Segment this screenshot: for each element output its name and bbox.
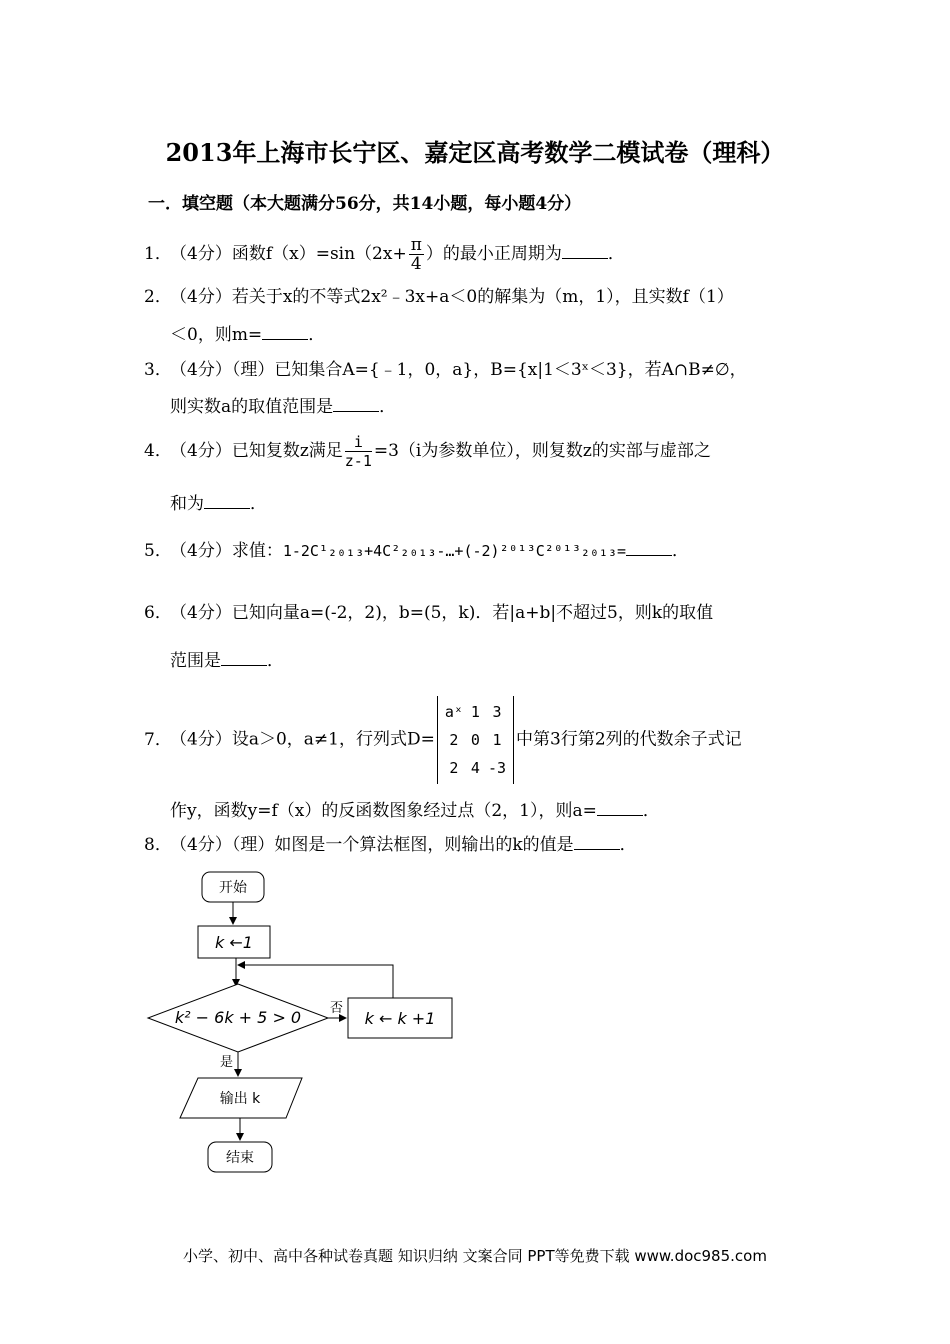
q1-end: ． bbox=[607, 244, 625, 264]
matrix-cell: 1 bbox=[492, 731, 502, 749]
q4-number: 4． bbox=[144, 441, 172, 461]
answer-blank bbox=[562, 243, 608, 259]
init-label: k ←1 bbox=[215, 933, 253, 952]
matrix-cell: 2 bbox=[449, 731, 459, 749]
q7-end: ． bbox=[642, 801, 660, 821]
answer-blank bbox=[333, 396, 379, 412]
q1-frac-den: 4 bbox=[410, 254, 422, 274]
answer-blank bbox=[221, 650, 267, 666]
matrix-cell: aˣ bbox=[444, 703, 463, 721]
q7-text: （4分）设a＞0，a≠1，行列式D= bbox=[170, 729, 435, 750]
update-label: k ← k +1 bbox=[364, 1009, 436, 1028]
answer-blank bbox=[204, 493, 250, 509]
q4-text: （4分）已知复数z满足 bbox=[170, 441, 343, 461]
question-6-cont bbox=[170, 650, 284, 672]
q8-end: ． bbox=[619, 835, 637, 855]
q1-number: 1． bbox=[144, 244, 172, 264]
yes-label: 是 bbox=[220, 1055, 234, 1070]
q7-line2: 作y，函数y=f（x）的反函数图象经过点（2，1），则a= bbox=[170, 801, 597, 821]
q2-line1: （4分）若关于x的不等式2x²﹣3x+a＜0的解集为（m，1），且实数f（1） bbox=[170, 287, 734, 307]
q1-tail: ）的最小正周期为 bbox=[425, 244, 562, 264]
q4-frac-num: i bbox=[345, 433, 372, 452]
matrix-cell: 4 bbox=[470, 759, 480, 777]
q1-frac-num: π bbox=[410, 235, 422, 255]
q7-determinant bbox=[437, 696, 514, 784]
q4-end: ． bbox=[250, 494, 267, 514]
question-6 bbox=[144, 602, 713, 624]
q2-line2: ＜0，则m= bbox=[170, 325, 263, 345]
question-4-cont bbox=[170, 493, 267, 515]
question-2 bbox=[144, 286, 734, 308]
q8-text: （4分）（理）如图是一个算法框图，则输出的k的值是 bbox=[170, 835, 574, 855]
page-footer: 小学、初中、高中各种试卷真题 知识归纳 文案合同 PPT等免费下载 www.doc985.com bbox=[183, 1247, 767, 1265]
start-label: 开始 bbox=[219, 880, 247, 896]
q5-end: ． bbox=[672, 541, 689, 561]
q4-frac-den: z-1 bbox=[344, 452, 372, 470]
section-heading: 一．填空题（本大题满分56分，共14小题，每小题4分） bbox=[148, 194, 582, 214]
matrix-cell: 2 bbox=[449, 759, 459, 777]
question-1 bbox=[144, 236, 625, 273]
answer-blank bbox=[262, 324, 308, 340]
page-title: 2013年上海市长宁区、嘉定区高考数学二模试卷（理科） bbox=[165, 138, 785, 167]
q3-line1: （4分）（理）已知集合A={﹣1，0，a}，B={x|1＜3ˣ＜3}，若A∩B≠∅， bbox=[170, 360, 747, 380]
q4-fraction bbox=[345, 433, 372, 470]
q6-end: ． bbox=[267, 651, 284, 671]
q5-text: （4分）求值： bbox=[170, 541, 283, 561]
q7-tail: 中第3行第2列的代数余子式记 bbox=[516, 729, 742, 750]
question-7-cont bbox=[170, 800, 660, 822]
q2-end: ． bbox=[308, 325, 326, 345]
matrix-cell: -3 bbox=[487, 759, 506, 777]
matrix-cell: 0 bbox=[470, 731, 480, 749]
q1-text: （4分）函数f（x）=sin（2x+ bbox=[170, 244, 407, 264]
condition-label: k² − 6k + 5 > 0 bbox=[174, 1008, 302, 1027]
question-7 bbox=[144, 696, 742, 784]
question-5 bbox=[144, 540, 689, 562]
q3-end: ． bbox=[379, 397, 397, 417]
q4-line2: 和为 bbox=[170, 494, 204, 514]
no-label: 否 bbox=[330, 1001, 344, 1016]
answer-blank bbox=[597, 800, 643, 816]
output-label: 输出 k bbox=[219, 1091, 261, 1107]
answer-blank bbox=[574, 834, 620, 850]
q7-number: 7． bbox=[144, 729, 172, 750]
question-8 bbox=[144, 834, 637, 856]
q2-number: 2． bbox=[144, 287, 172, 307]
q6-line1: （4分）已知向量a=(-2，2)，b=(5，k)．若|a+b|不超过5，则k的取值 bbox=[170, 603, 714, 623]
algorithm-flowchart bbox=[140, 860, 470, 1180]
q3-number: 3． bbox=[144, 360, 172, 380]
q4-tail: =3（i为参数单位），则复数z的实部与虚部之 bbox=[373, 441, 711, 461]
q3-line2: 则实数a的取值范围是 bbox=[170, 397, 334, 417]
q5-expression: 1-2C¹₂₀₁₃+4C²₂₀₁₃-…+(-2)²⁰¹³C²⁰¹³₂₀₁₃= bbox=[282, 542, 626, 560]
matrix-cell: 1 bbox=[470, 703, 480, 721]
q8-number: 8． bbox=[144, 835, 172, 855]
q1-fraction bbox=[409, 236, 424, 273]
question-3 bbox=[144, 359, 747, 381]
question-4 bbox=[144, 433, 711, 470]
q5-number: 5． bbox=[144, 541, 172, 561]
q6-number: 6． bbox=[144, 603, 172, 623]
matrix-cell: 3 bbox=[492, 703, 502, 721]
q6-line2: 范围是 bbox=[170, 651, 221, 671]
end-label: 结束 bbox=[226, 1150, 254, 1166]
answer-blank bbox=[626, 540, 672, 556]
question-3-cont bbox=[170, 396, 396, 418]
question-2-cont bbox=[170, 324, 325, 346]
